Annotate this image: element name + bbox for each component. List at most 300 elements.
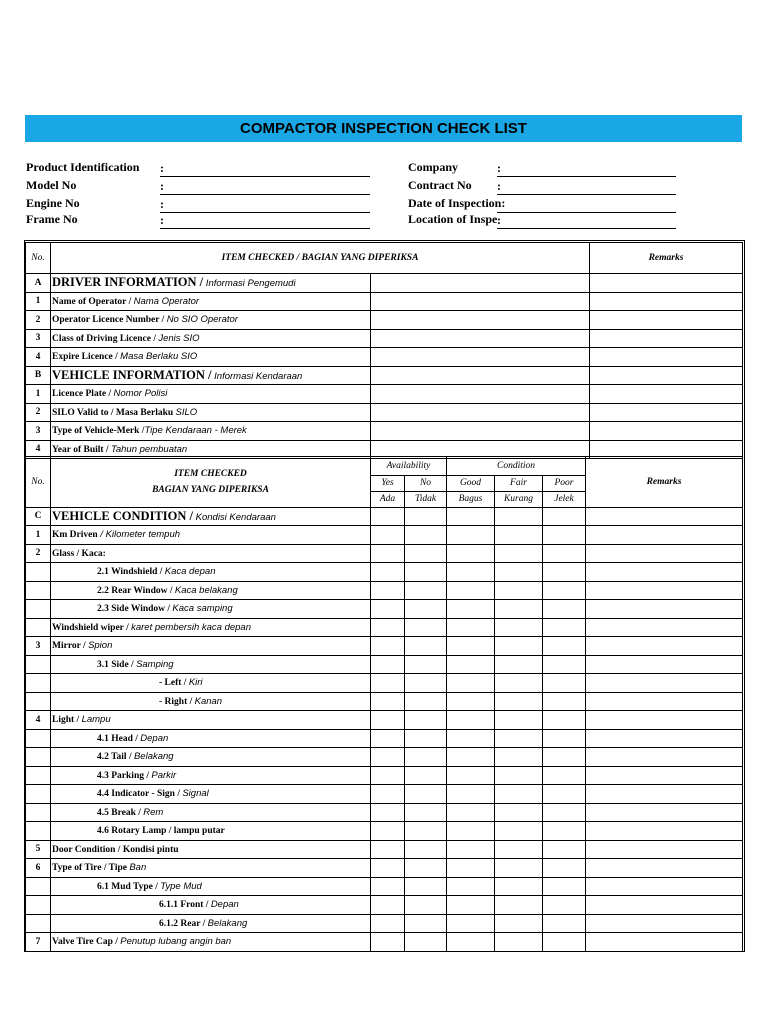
check-cell[interactable] <box>371 914 405 933</box>
check-cell[interactable] <box>371 933 405 952</box>
check-cell[interactable] <box>447 544 495 563</box>
check-cell[interactable] <box>447 526 495 545</box>
field-input-line[interactable] <box>160 176 370 177</box>
item-label-en: Operator Licence Number / <box>52 315 167 326</box>
remarks-cell[interactable] <box>586 581 743 600</box>
check-cell[interactable] <box>543 803 586 822</box>
item-label-id: No SIO Operator <box>166 314 238 326</box>
check-cell[interactable] <box>405 729 447 748</box>
item-label <box>51 840 371 859</box>
table-row <box>26 729 743 748</box>
item-label-en: Type of Vehicle-Merk / <box>52 426 145 437</box>
item-label <box>51 933 371 952</box>
item-label <box>51 877 371 896</box>
row-number: 1 <box>26 385 51 404</box>
row-number <box>26 803 51 822</box>
table-row <box>26 385 743 404</box>
check-cell[interactable] <box>543 933 586 952</box>
field-label: Engine No <box>26 196 80 210</box>
table-row <box>26 403 743 422</box>
item-label-en: Valve Tire Cap / <box>52 937 121 948</box>
table-row <box>26 785 743 804</box>
check-cell[interactable] <box>495 859 543 878</box>
remarks-cell[interactable] <box>586 748 743 767</box>
remarks-cell[interactable] <box>586 711 743 730</box>
check-cell[interactable] <box>495 507 543 526</box>
check-cell[interactable] <box>543 563 586 582</box>
table-row <box>26 674 743 693</box>
check-cell[interactable] <box>543 711 586 730</box>
item-label-en: Class of Driving Licence / <box>52 333 159 344</box>
check-cell[interactable] <box>495 600 543 619</box>
row-number <box>26 581 51 600</box>
check-cell[interactable] <box>495 803 543 822</box>
section-title-en: DRIVER INFORMATION / <box>52 275 204 290</box>
check-cell[interactable] <box>495 914 543 933</box>
value-cell[interactable] <box>371 403 590 422</box>
field-label: Location of Inspe <box>408 212 498 226</box>
table-row <box>26 859 743 878</box>
section-title-en: VEHICLE INFORMATION / <box>52 367 212 382</box>
check-cell[interactable] <box>543 859 586 878</box>
row-number: 2 <box>26 311 51 330</box>
check-cell[interactable] <box>495 563 543 582</box>
check-cell[interactable] <box>371 600 405 619</box>
driver-vehicle-info-table <box>25 242 743 459</box>
check-cell[interactable] <box>495 933 543 952</box>
check-cell[interactable] <box>495 637 543 656</box>
check-cell[interactable] <box>495 785 543 804</box>
check-cell[interactable] <box>447 637 495 656</box>
item-label-id: Kaca samping <box>172 603 233 615</box>
table-row <box>26 840 743 859</box>
section-letter: C <box>26 507 51 526</box>
field-input-line[interactable] <box>160 212 370 213</box>
remarks-cell[interactable] <box>586 840 743 859</box>
column-header-id: Kurang <box>495 491 543 507</box>
check-cell[interactable] <box>405 637 447 656</box>
item-label <box>51 785 371 804</box>
check-cell[interactable] <box>447 914 495 933</box>
remarks-cell[interactable] <box>586 785 743 804</box>
check-cell[interactable] <box>447 581 495 600</box>
row-number: 3 <box>26 637 51 656</box>
remarks-cell[interactable] <box>586 803 743 822</box>
check-cell[interactable] <box>405 914 447 933</box>
remarks-cell[interactable] <box>586 600 743 619</box>
row-number: 4 <box>26 711 51 730</box>
section-row <box>26 507 743 526</box>
remarks-cell[interactable] <box>590 366 743 385</box>
check-cell[interactable] <box>447 729 495 748</box>
field-input-line[interactable] <box>497 176 676 177</box>
check-cell[interactable] <box>447 655 495 674</box>
item-label-id: / Kilometer tempuh <box>97 529 181 541</box>
check-cell[interactable] <box>371 507 405 526</box>
check-cell[interactable] <box>495 840 543 859</box>
item-label-id: Nama Operator <box>133 295 200 307</box>
table-row <box>26 896 743 915</box>
check-cell[interactable] <box>371 637 405 656</box>
remarks-cell[interactable] <box>590 348 743 367</box>
item-label-id: Kaca depan <box>164 566 216 578</box>
check-cell[interactable] <box>371 563 405 582</box>
item-label-en: SILO Valid to / Masa Berlaku <box>52 407 176 418</box>
check-cell[interactable] <box>405 692 447 711</box>
check-cell[interactable] <box>495 729 543 748</box>
table-row <box>26 348 743 367</box>
item-label-en: Expire Licence / <box>52 352 121 363</box>
field-input-line[interactable] <box>497 194 676 195</box>
check-cell[interactable] <box>371 896 405 915</box>
check-cell[interactable] <box>543 785 586 804</box>
item-label-en: 4.4 Indicator - Sign / <box>97 789 183 800</box>
item-label <box>51 674 371 693</box>
item-label <box>51 292 371 311</box>
item-label-id: Rem <box>143 806 164 818</box>
check-cell[interactable] <box>543 600 586 619</box>
check-cell[interactable] <box>405 840 447 859</box>
item-label <box>51 914 371 933</box>
check-cell[interactable] <box>447 766 495 785</box>
row-number <box>26 692 51 711</box>
column-header-en: Fair <box>495 475 543 491</box>
check-cell[interactable] <box>405 859 447 878</box>
check-cell[interactable] <box>447 859 495 878</box>
remarks-cell[interactable] <box>586 822 743 841</box>
check-cell[interactable] <box>405 507 447 526</box>
row-number <box>26 877 51 896</box>
check-cell[interactable] <box>543 914 586 933</box>
check-cell[interactable] <box>543 822 586 841</box>
item-label-id: Kaca belakang <box>174 584 238 596</box>
check-cell[interactable] <box>405 896 447 915</box>
check-cell[interactable] <box>371 785 405 804</box>
value-cell[interactable] <box>371 292 590 311</box>
check-cell[interactable] <box>447 896 495 915</box>
check-cell[interactable] <box>371 766 405 785</box>
field-label: Company <box>408 160 459 174</box>
table-row <box>26 711 743 730</box>
value-cell[interactable] <box>371 329 590 348</box>
check-cell[interactable] <box>405 803 447 822</box>
remarks-cell[interactable] <box>586 859 743 878</box>
remarks-cell[interactable] <box>586 674 743 693</box>
check-cell[interactable] <box>447 711 495 730</box>
remarks-cell[interactable] <box>590 403 743 422</box>
check-cell[interactable] <box>543 581 586 600</box>
row-number: 2 <box>26 403 51 422</box>
remarks-cell[interactable] <box>590 311 743 330</box>
check-cell[interactable] <box>405 877 447 896</box>
check-cell[interactable] <box>447 563 495 582</box>
item-label-en: Licence Plate / <box>52 389 114 400</box>
remarks-cell[interactable] <box>586 507 743 526</box>
row-number: 3 <box>26 422 51 441</box>
check-cell[interactable] <box>495 692 543 711</box>
table-row <box>26 422 743 441</box>
check-cell[interactable] <box>371 618 405 637</box>
check-cell[interactable] <box>371 692 405 711</box>
item-label <box>51 692 371 711</box>
item-label <box>51 329 371 348</box>
check-cell[interactable] <box>405 563 447 582</box>
check-cell[interactable] <box>495 581 543 600</box>
remarks-cell[interactable] <box>590 385 743 404</box>
row-number <box>26 674 51 693</box>
check-cell[interactable] <box>405 581 447 600</box>
check-cell[interactable] <box>405 600 447 619</box>
item-label-en: Windshield wiper / <box>52 622 132 633</box>
item-label-en: Glass / Kaca: <box>52 548 106 559</box>
check-cell[interactable] <box>447 692 495 711</box>
item-label-id: Penutup lubang angin ban <box>120 936 232 948</box>
remarks-cell[interactable] <box>586 896 743 915</box>
value-cell[interactable] <box>371 422 590 441</box>
item-label-en: 4.2 Tail / <box>97 752 134 763</box>
section-letter: A <box>26 274 51 293</box>
check-cell[interactable] <box>495 822 543 841</box>
check-cell[interactable] <box>371 877 405 896</box>
remarks-cell[interactable] <box>590 292 743 311</box>
check-cell[interactable] <box>371 859 405 878</box>
check-cell[interactable] <box>495 748 543 767</box>
item-label-id: Kiri <box>188 677 203 689</box>
check-cell[interactable] <box>447 933 495 952</box>
check-cell[interactable] <box>447 822 495 841</box>
item-header: ITEM CHECKED / BAGIAN YANG DIPERIKSA <box>51 243 590 274</box>
item-label <box>51 766 371 785</box>
check-cell[interactable] <box>447 877 495 896</box>
item-label <box>51 348 371 367</box>
value-cell[interactable] <box>371 348 590 367</box>
remarks-cell[interactable] <box>590 274 743 293</box>
check-cell[interactable] <box>405 748 447 767</box>
check-cell[interactable] <box>371 822 405 841</box>
check-cell[interactable] <box>447 840 495 859</box>
check-cell[interactable] <box>371 729 405 748</box>
check-cell[interactable] <box>495 877 543 896</box>
item-label-id: Depan <box>140 732 169 744</box>
item-label-id: Spion <box>88 640 113 652</box>
item-label-id: Depan <box>210 899 239 911</box>
check-cell[interactable] <box>371 840 405 859</box>
item-label <box>51 729 371 748</box>
check-cell[interactable] <box>543 637 586 656</box>
item-label-id: Samping <box>136 658 174 670</box>
item-label-en: Light / <box>52 715 82 726</box>
check-cell[interactable] <box>405 674 447 693</box>
row-number <box>26 563 51 582</box>
check-cell[interactable] <box>371 581 405 600</box>
item-label-en: - Right / <box>159 696 195 707</box>
no-header: No. <box>26 243 51 274</box>
field-colon: : <box>497 213 501 227</box>
table-row <box>26 877 743 896</box>
field-input-line[interactable] <box>497 228 676 229</box>
remarks-cell[interactable] <box>586 544 743 563</box>
check-cell[interactable] <box>371 544 405 563</box>
check-cell[interactable] <box>543 877 586 896</box>
item-label <box>51 859 371 878</box>
check-cell[interactable] <box>543 729 586 748</box>
check-cell[interactable] <box>447 803 495 822</box>
check-cell[interactable] <box>543 618 586 637</box>
field-colon: : <box>160 197 164 211</box>
item-label-id: Jenis SIO <box>158 332 200 344</box>
value-cell[interactable] <box>371 385 590 404</box>
row-number: 3 <box>26 329 51 348</box>
remarks-cell[interactable] <box>590 329 743 348</box>
row-number: 1 <box>26 526 51 545</box>
section-title-id: Informasi Pengemudi <box>203 278 296 290</box>
item-label-en: Mirror / <box>52 641 89 652</box>
item-label-en: Km Driven <box>52 530 98 541</box>
remarks-cell[interactable] <box>590 422 743 441</box>
check-cell[interactable] <box>405 655 447 674</box>
check-cell[interactable] <box>543 526 586 545</box>
table-row <box>26 600 743 619</box>
check-cell[interactable] <box>405 618 447 637</box>
remarks-cell[interactable] <box>586 877 743 896</box>
item-label-en: - Left / <box>159 678 189 689</box>
row-number <box>26 729 51 748</box>
field-input-line[interactable] <box>160 194 370 195</box>
item-label <box>51 822 371 841</box>
check-cell[interactable] <box>495 655 543 674</box>
check-cell[interactable] <box>447 507 495 526</box>
remarks-cell[interactable] <box>586 618 743 637</box>
table-row <box>26 637 743 656</box>
check-cell[interactable] <box>447 600 495 619</box>
condition-header: Condition <box>447 457 586 476</box>
row-number <box>26 766 51 785</box>
row-number: 7 <box>26 933 51 952</box>
check-cell[interactable] <box>495 618 543 637</box>
item-label-id: Masa Berlaku SIO <box>120 351 198 363</box>
check-cell[interactable] <box>371 803 405 822</box>
check-cell[interactable] <box>543 748 586 767</box>
row-number: 6 <box>26 859 51 878</box>
item-label <box>51 637 371 656</box>
row-number <box>26 748 51 767</box>
item-label-id: Kanan <box>194 695 223 707</box>
remarks-header: Remarks <box>590 243 743 274</box>
remarks-cell[interactable] <box>586 637 743 656</box>
check-cell[interactable] <box>543 507 586 526</box>
item-label <box>51 422 371 441</box>
check-cell[interactable] <box>543 896 586 915</box>
remarks-cell[interactable] <box>586 766 743 785</box>
section-row <box>26 366 743 385</box>
field-label: Contract No <box>408 178 472 192</box>
table-row <box>26 581 743 600</box>
row-number <box>26 618 51 637</box>
item-label <box>51 581 371 600</box>
check-cell[interactable] <box>495 544 543 563</box>
no-header: No. <box>26 457 51 508</box>
check-cell[interactable] <box>495 526 543 545</box>
check-cell[interactable] <box>371 674 405 693</box>
check-cell[interactable] <box>447 674 495 693</box>
field-input-line[interactable] <box>160 228 370 229</box>
item-label-id: Belakang <box>207 917 248 929</box>
check-cell[interactable] <box>405 711 447 730</box>
section-title-en: VEHICLE CONDITION / <box>52 508 193 523</box>
check-cell[interactable] <box>495 674 543 693</box>
check-cell[interactable] <box>495 896 543 915</box>
remarks-cell[interactable] <box>586 914 743 933</box>
field-input-line[interactable] <box>497 212 676 213</box>
remarks-cell[interactable] <box>586 692 743 711</box>
check-cell[interactable] <box>447 748 495 767</box>
check-cell[interactable] <box>495 766 543 785</box>
remarks-cell[interactable] <box>586 933 743 952</box>
check-cell[interactable] <box>543 840 586 859</box>
value-cell[interactable] <box>371 366 590 385</box>
row-number: 1 <box>26 292 51 311</box>
table-row <box>26 822 743 841</box>
page-title: COMPACTOR INSPECTION CHECK LIST <box>25 115 742 142</box>
check-cell[interactable] <box>543 544 586 563</box>
table-row <box>26 526 743 545</box>
item-label-id: Tipe Kendaraan - Merek <box>144 425 247 437</box>
table-row <box>26 563 743 582</box>
value-cell[interactable] <box>371 311 590 330</box>
check-cell[interactable] <box>371 526 405 545</box>
item-label-en: 2.3 Side Window / <box>97 604 173 615</box>
check-cell[interactable] <box>371 711 405 730</box>
table-row <box>26 655 743 674</box>
check-cell[interactable] <box>405 822 447 841</box>
table-row <box>26 292 743 311</box>
check-cell[interactable] <box>405 766 447 785</box>
remarks-cell[interactable] <box>586 563 743 582</box>
item-label <box>51 711 371 730</box>
check-cell[interactable] <box>495 711 543 730</box>
check-cell[interactable] <box>543 655 586 674</box>
remarks-cell[interactable] <box>586 729 743 748</box>
check-cell[interactable] <box>405 544 447 563</box>
table-row <box>26 544 743 563</box>
item-label-id: Signal <box>182 788 209 800</box>
check-cell[interactable] <box>371 655 405 674</box>
check-cell[interactable] <box>371 748 405 767</box>
check-cell[interactable] <box>405 785 447 804</box>
check-cell[interactable] <box>543 692 586 711</box>
field-label: Date of Inspection: <box>408 196 506 210</box>
item-label-en: 6.1.2 Rear / <box>159 918 208 929</box>
check-cell[interactable] <box>543 674 586 693</box>
check-cell[interactable] <box>543 766 586 785</box>
check-cell[interactable] <box>405 933 447 952</box>
row-number <box>26 785 51 804</box>
remarks-cell[interactable] <box>586 655 743 674</box>
table-row <box>26 748 743 767</box>
check-cell[interactable] <box>405 526 447 545</box>
table-row <box>26 933 743 952</box>
item-label <box>51 526 371 545</box>
check-cell[interactable] <box>447 785 495 804</box>
item-label-en: 3.1 Side / <box>97 659 137 670</box>
row-number <box>26 822 51 841</box>
check-cell[interactable] <box>447 618 495 637</box>
value-cell[interactable] <box>371 274 590 293</box>
field-colon: : <box>497 179 501 193</box>
table-row <box>26 311 743 330</box>
field-label: Product Identification <box>26 160 140 174</box>
remarks-cell[interactable] <box>586 526 743 545</box>
